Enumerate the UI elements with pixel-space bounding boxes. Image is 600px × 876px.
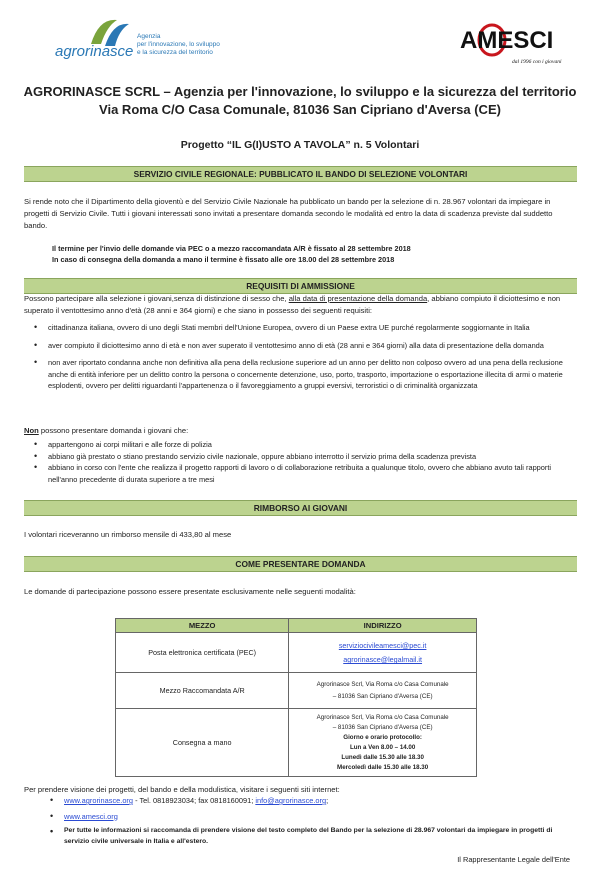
pec-email-link[interactable]: serviziocivileamesci@pec.it bbox=[338, 641, 427, 650]
hours-wednesday: Mercoledì dalle 15.30 alle 18.30 bbox=[337, 763, 429, 771]
title-line-2: Via Roma C/O Casa Comunale, 81036 San Cipriano d'Aversa (CE) bbox=[99, 102, 501, 117]
list-item bbox=[40, 795, 575, 807]
agrorinasce-contacts: - Tel. 0818923034; fax 0818160091; bbox=[133, 796, 256, 805]
table-row bbox=[116, 673, 477, 709]
requirements-list bbox=[24, 322, 577, 392]
amesci-tagline: dal 1996 con i giovani bbox=[512, 59, 562, 65]
exclusions-intro bbox=[24, 425, 577, 437]
list-item: • Per tutte le informazioni si raccomanda di prendere visione del testo completo del Bando per la selezione di 28.967 volontari da impiegare in progetti di servizio civile universale in Italia e all'estero. bbox=[40, 826, 575, 847]
info-email-link[interactable]: info@agrorinasce.org bbox=[255, 796, 327, 805]
requisiti-intro-a: Possono partecipare alla selezione i giovani,senza di distinzione di sesso che, bbox=[24, 294, 289, 303]
hours-weekdays: Lun a Ven 8.00 – 14.00 bbox=[349, 743, 416, 751]
logo-tagline-2: per l'innovazione, lo sviluppo bbox=[137, 41, 220, 48]
raccomandata-address-2: – 81036 San Cipriano d'Aversa (CE) bbox=[332, 693, 433, 700]
exclusions-intro-not: Non bbox=[24, 426, 39, 435]
deadline-hand: In caso di consegna della domanda a mano il termine è fissato alle ore 18.00 del 28 settembre 2018 bbox=[52, 255, 395, 264]
hours-title: Giorno e orario protocollo: bbox=[343, 733, 422, 741]
list-item bbox=[40, 811, 575, 823]
indirizzo-consegna bbox=[289, 709, 477, 777]
table-header-row bbox=[116, 619, 477, 633]
indirizzo-raccomandata bbox=[289, 673, 477, 709]
agrorinasce-wordmark: agrorinasce bbox=[55, 43, 134, 60]
legalmail-email-link[interactable]: agrorinasce@legalmail.it bbox=[343, 655, 423, 664]
bando-text: Si rende noto che il Dipartimento della gioventù e del Servizio Civile Nazionale ha pubblicato un bando per la selezione di n. 28.967 volontari da impiegare in progetti di Servizio Civile. Tutti i giovani interessati sono invitati a presentare domanda secondo le modalità ed entro la data di scadenza previste dal suddetto bando. bbox=[24, 197, 553, 230]
list-item: • abbiano in corso con l'ente che realizza il progetto rapporti di lavoro o di collaborazione retribuita a qualunque titolo, ovvero che abbiano avuto tali rapporti nell'anno precedente di durata superiore a tre mesi bbox=[24, 462, 577, 485]
footer-links-list bbox=[40, 795, 575, 847]
hours-monday: Lunedì dalle 15.30 alle 18.30 bbox=[341, 753, 424, 761]
requisiti-intro bbox=[24, 293, 577, 316]
consegna-address-1: Agrorinasce Scrl, Via Roma c/o Casa Comunale bbox=[316, 713, 449, 721]
project-title: Progetto “IL G(I)USTO A TAVOLA” n. 5 Volontari bbox=[180, 139, 420, 151]
requisiti-intro-b: , abbiano compiuto il diciottesimo e non superato il ventottesimo anno d'età (28 anni e 364 giorni) e che siano in possesso dei seguenti requisiti: bbox=[24, 294, 561, 315]
submission-table bbox=[115, 618, 477, 777]
column-header-mezzo: MEZZO bbox=[116, 619, 289, 633]
list-item: • cittadinanza italiana, ovvero di uno degli Stati membri dell'Unione Europea, ovvero di un Paese extra UE purché regolarmente soggiornante in Italia bbox=[24, 322, 577, 334]
semicolon: ; bbox=[326, 796, 329, 805]
mezzo-raccomandata: Mezzo Raccomandata A/R bbox=[116, 673, 289, 709]
section-heading-domanda: COME PRESENTARE DOMANDA bbox=[24, 556, 577, 572]
footer-intro: Per prendere visione dei progetti, del bando e della modulistica, visitare i seguenti siti internet: bbox=[24, 785, 340, 794]
legal-representative-signature: Il Rappresentante Legale dell'Ente bbox=[457, 855, 570, 864]
amesci-site-link[interactable]: www.amesci.org bbox=[64, 811, 118, 821]
list-item: • appartengono ai corpi militari e alle forze di polizia bbox=[24, 439, 577, 451]
exclusions-list bbox=[24, 439, 577, 485]
mezzo-pec: Posta elettronica certificata (PEC) bbox=[116, 633, 289, 673]
rimborso-text: I volontari riceveranno un rimborso mensile di 433,80 al mese bbox=[24, 530, 232, 539]
amesci-wordmark: AMESCI bbox=[460, 27, 554, 54]
domanda-text: Le domande di partecipazione possono essere presentate esclusivamente nelle seguenti modalità: bbox=[24, 587, 356, 596]
section-heading-rimborso: RIMBORSO AI GIOVANI bbox=[24, 500, 577, 516]
agrorinasce-site-link[interactable]: www.agrorinasce.org bbox=[64, 796, 134, 805]
list-item: • aver compiuto il diciottesimo anno di età e non aver superato il ventottesimo anno di età (28 anni e 364 giorni) alla data di presentazione della domanda bbox=[24, 340, 577, 352]
raccomandata-address-1: Agrorinasce Scrl, Via Roma c/o Casa Comunale bbox=[316, 681, 449, 688]
table-row bbox=[116, 633, 477, 673]
list-item: • abbiano già prestato o stiano prestando servizio civile nazionale, oppure abbiano interrotto il servizio prima della scadenza prevista bbox=[24, 451, 577, 463]
list-item: • non aver riportato condanna anche non definitiva alla pena della reclusione superiore ad un anno per delitto non colposo ovvero ad una pena della reclusione anche di entità inferiore per un delitto contro la persona o concernente detenzione, uso, porto, trasporto, importazione o esportazione illecita di armi o materie esplodenti, ovvero per delitti riguardanti l'appartenenza o il favoreggiamento a gruppi eversivi, terroristici o di criminalità organizzata bbox=[24, 357, 577, 392]
section-heading-bando: SERVIZIO CIVILE REGIONALE: PUBBLICATO IL BANDO DI SELEZIONE VOLONTARI bbox=[24, 166, 577, 182]
amesci-logo bbox=[458, 18, 580, 68]
consegna-address-2: – 81036 San Cipriano d'Aversa (CE) bbox=[332, 723, 433, 731]
agrorinasce-emblem-icon bbox=[55, 14, 235, 70]
logo-tagline-3: e la sicurezza del territorio bbox=[137, 49, 213, 56]
exclusions-intro-text: possono presentare domanda i giovani che: bbox=[38, 426, 189, 435]
deadline-pec: Il termine per l'invio delle domande via PEC o a mezzo raccomandata A/R è fissato al 28 settembre 2018 bbox=[52, 244, 411, 253]
title-line-1: AGRORINASCE SCRL – Agenzia per l'innovazione, lo sviluppo e la sicurezza del territorio bbox=[23, 84, 577, 99]
logo-tagline-1: Agenzia bbox=[137, 33, 161, 40]
requisiti-intro-underlined: alla data di presentazione della domanda bbox=[288, 294, 428, 303]
column-header-indirizzo: INDIRIZZO bbox=[289, 619, 477, 633]
amesci-emblem-icon bbox=[458, 18, 580, 68]
table-row bbox=[116, 709, 477, 777]
mezzo-consegna: Consegna a mano bbox=[116, 709, 289, 777]
agrorinasce-logo bbox=[55, 14, 235, 70]
section-heading-requisiti: REQUISITI DI AMMISSIONE bbox=[24, 278, 577, 294]
indirizzo-pec bbox=[289, 633, 477, 673]
